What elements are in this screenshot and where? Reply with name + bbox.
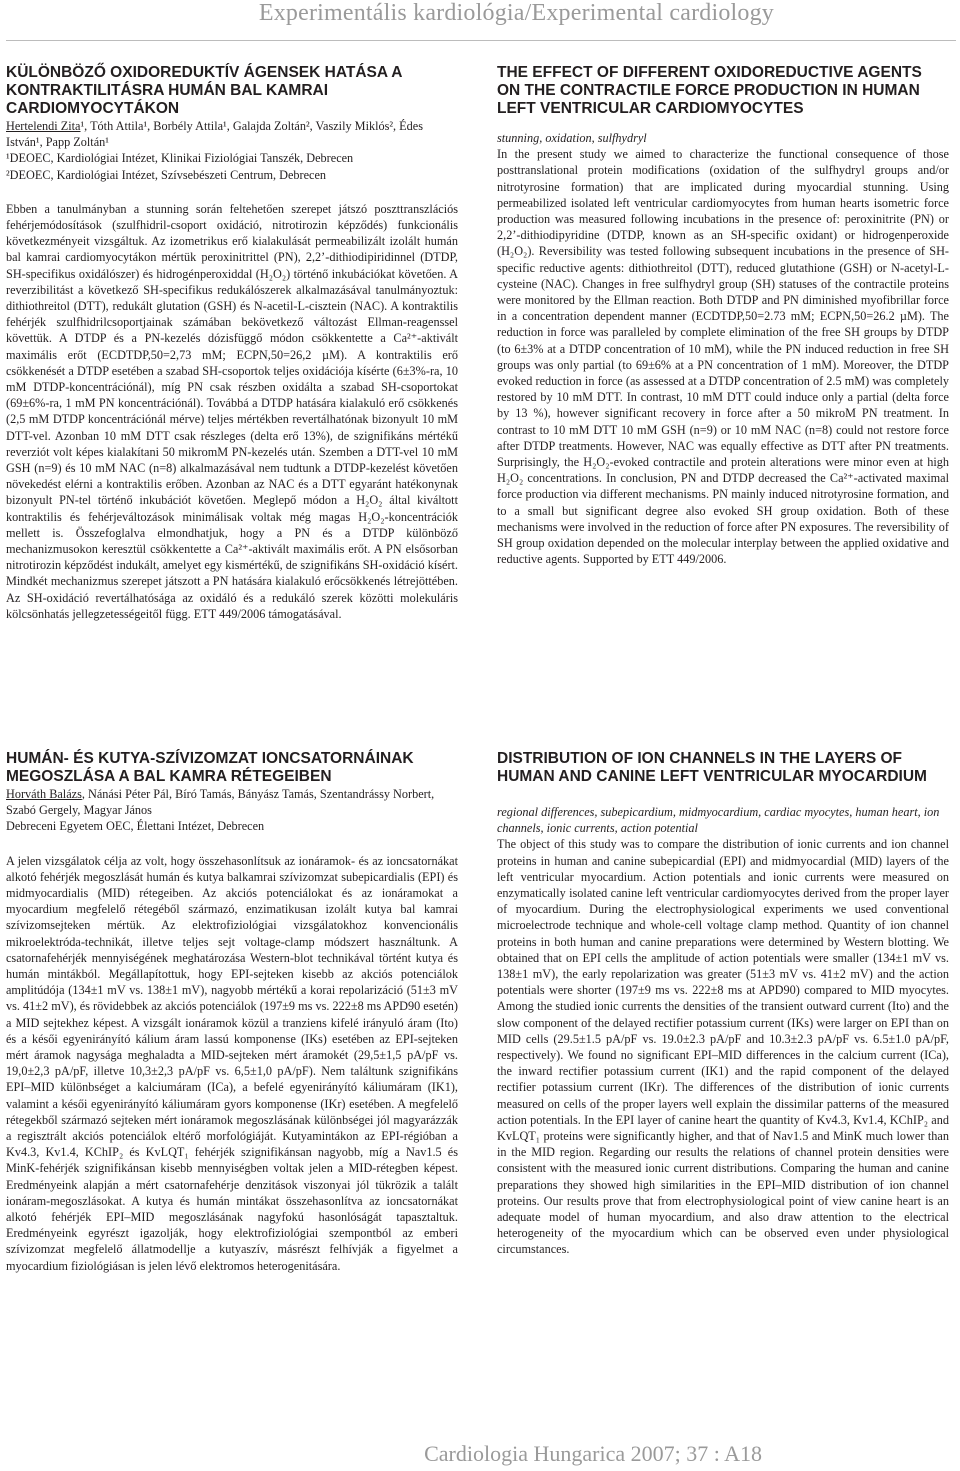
author-list <box>6 786 458 818</box>
abstract-body: A jelen vizsgálatok célja az volt, hogy összehasonlítsuk az ionáramok- és az ioncsatornákat alkotó fehérjék megoszlását humán és kutya balkamrai szívizomzat subepicardialis (EPI) és midmyocardialis (MID) rétegeiben. Az akciós potenciálokat és az ionáramokat a myocardium megfelelő rétegéből származó, enzimatikusan izolált kutya bal kamrai szívizomsejteken mértük. Az elektrofiziológiai vizsgálatokhoz konvencionális mikroelektróda-technikát, illetve teljes sejt voltage-clamp módszert használtunk. A csatornafehérjék mennyiségének meghatározása Western-blot technikával történt kutya és humán mintákból. Megállapítottuk, hogy EPI-sejteken kisebb az akciós potenciálok amplitúdója (134±1 mV vs. 138±1 mV), nagyobb mértékű a korai repolarizáció (51±3 mV vs. 41±2 mV), és rövidebbek az akciós potenciálok (197±9 ms vs. 222±8 ms APD90 esetén) a MID sejtekhez képest. A vizsgált ionáramok közül a tranziens kifelé irányuló áram (Ito) és a késői egyenirányító kálium áram lassú komponense (IKs) esetében az EPI-sejteken mért áramok nagysága meghaladta a MID-sejteken mért áramokét (29,5±1,5 pA/pF vs. 19,0±2,3 pA/pF, illetve 10,3±2,3 pA/pF vs. 6,5±1,0 pA/pF). Nem találtunk szignifikáns EPI–MID különbséget a kalciumáram (ICa), a befelé egyenirányító káliumáram (IK1), valamint a késői egyenirányító káliumáram gyors komponense (IKr) esetében. A megfelelő rétegekből származó sejteken mért ionáramok megoszlásának különbségei jól magyarázzák a regisztrált akciós potenciálok eltérő morfológiáját. Kutyamintákon az EPI-régióban a Kv4.3, Kv1.4, KChIP₂ és KvLQT₁ fehérjék szignifikánsan nagyobb, míg a Nav1.5 és MinK-fehérjék szignifikánsan kisebb mennyiségben voltak jelen a MID-rétegben képest. Eredményeink alapján a mért csatornafehérje denzitások viszonyai jól tükrözik a talált ionáram-megoszlásokat. A kutya és humán mintákat összehasonlítva az ioncsatornákat alkotó fehérjék EPI–MID megoszlásának nagyfokú hasonlóságát tapasztaltuk. Eredményeink egyrészt igazolják, hogy elektrofiziológiai szempontból az emberi szívizomzat megfelelő állatmodellje a kutyaszív, másrészt felhívják a figyelmet a myocardium fiziológiásan is jelen lévő elektromos heterogenitására. <box>6 853 458 1273</box>
abstract-en-1 <box>497 64 949 567</box>
abstract-title: THE EFFECT OF DIFFERENT OXIDOREDUCTIVE AGENTS ON THE CONTRACTILE FORCE PRODUCTION IN HUMAN LEFT VENTRICULAR CARDIOMYOCYTES <box>497 64 922 117</box>
abstract-en-2 <box>497 750 949 1258</box>
author-list <box>6 118 458 150</box>
keywords: regional differences, subepicardium, midmyocardium, cardiac myocytes, human heart, ion channels, ionic currents, action potential <box>497 805 940 836</box>
abstract-hu-2 <box>6 750 458 1274</box>
abstract-body: Ebben a tanulmányban a stunning során feltehetően szerepet játszó poszttranszlációs fehérjemódosítások (szulfhidril-csoport oxidáció, nitrotirozin képződés) funkcionális következményeit vizsgáltuk. Az izometrikus erő kialakulását permeabilizált izolált humán bal kamrai cardiomyocytákon mértük peroxinitrittel (PN), 2,2’-dithiodipiridinnel (DTDP, SH-specifikus oxidálószer) és hidrogénperoxiddal (H₂O₂) történő inkubációkat követően. A reverzibilitást a következő SH-specifikus redukálószerek alkalmazásával tanulmányoztuk: dithiothreitol (DTT), redukált glutation (GSH) és N-acetil-L-cisztein (NAC). A kontraktilis fehérjék szulfhidrilcsoportjainak számában bekövetkező változást Ellman-reagenssel követtük. A DTDP és a PN-kezelés dózisfüggő módon csökkentette a Ca²⁺-aktivált maximális erőt (ECDTDP,50=2,73 mM; ECPN,50=26,2 µM). A kontraktilis erő csökkenését a DTDP esetében a szabad SH-csoportok teljes oxidációja kísérte (6±3%-ra, 10 mM DTDP-koncentrációnál), míg PN csak részben oxidálta a szabad SH-csoportokat (69±6%-ra, 1 mM PN koncentrációnál). Továbbá a DTDP hatására kialakuló erő csökkenés (2,5 mM DTDP koncentrációnál mérve) teljes mértékben revertálhatónak bizonyult 10 mM DTT-vel. Azonban 10 mM DTT csak részleges (delta erő 13%), de szignifikáns mértékű reverziót volt képes kialakítani 50 mikromM PN-kezelés után. Szemben a DTT-vel 10 mM GSH (n=9) és 10 mM NAC (n=8) alkalmazásával nem tudtunk a DTDP-kezelést követően növekedést elérni a kontraktilis erőben. Azonban az NAC és a DTT egyaránt hatékonynak bizonyult PN-tel történő inkubációt követően. Meglepő módon a H₂O₂ által kiváltott kontraktilis és fehérjeváltozások minimálisak voltak még magas H₂O₂-koncentrációk mellett is. Összefoglalva elmondhatjuk, hogy a PN és a DTDP különböző mechanizmusokon keresztül csökkentette a Ca²⁺-aktivált maximális erőt. A PN elsősorban nitrotirozin képződést indukált, amelyet egy kismértékű, de szignifikáns SH-oxidáció kísért. Mindkét mechanizmus szerepet játszott a PN hatására kialakuló erőcsökkenés létrejöttében. Az SH-oxidáció revertálhatósága az oxidáló és a redukáló szerek közötti molekuláris kölcsönhatás jellegzetességeitől függ. ETT 449/2006 támogatásával. <box>6 201 458 621</box>
affiliation-1: ¹DEOEC, Kardiológiai Intézet, Klinikai Fiziológiai Tanszék, Debrecen <box>6 151 354 166</box>
running-title: Experimentális kardiológia/Experimental cardiology <box>258 0 774 26</box>
keywords: stunning, oxidation, sulfhydryl <box>497 131 647 145</box>
abstract-title: DISTRIBUTION OF ION CHANNELS IN THE LAYERS OF HUMAN AND CANINE LEFT VENTRICULAR MYOCARDIUM <box>497 750 927 785</box>
footer-citation: Cardiologia Hungarica 2007; 37 : A18 <box>424 1441 762 1466</box>
affiliation-2: ²DEOEC, Kardiológiai Intézet, Szívsebészeti Centrum, Debrecen <box>6 167 327 182</box>
abstract-title: HUMÁN- ÉS KUTYA-SZÍVIZOMZAT IONCSATORNÁINAK MEGOSZLÁSA A BAL KAMRA RÉTEGEIBEN <box>6 750 414 785</box>
presenting-author: Horváth Balázs <box>6 787 82 801</box>
co-authors: ¹, Tóth Attila¹, Borbély Attila¹, Galajda Zoltán², Vaszily Miklós², Édes István¹, Papp Zoltán¹ <box>6 119 423 150</box>
abstract-title: KÜLÖNBÖZŐ OXIDOREDUKTÍV ÁGENSEK HATÁSA A KONTRAKTILITÁSRA HUMÁN BAL KAMRAI CARDIOMYOCYTÁKON <box>6 64 402 117</box>
co-authors: , Nánási Péter Pál, Bíró Tamás, Bányász Tamás, Szentandrássy Norbert, Szabó Gergely, Magyar János <box>6 787 435 818</box>
presenting-author: Hertelendi Zita <box>6 119 81 133</box>
abstract-body: The object of this study was to compare the distribution of ionic currents and ion channel proteins in human and canine subepicardial (EPI) and midmyocardial (MID) layers of the left ventricular myocardium. Action potentials and ionic currents were measured on enzymatically isolated canine left ventricular cardiomyocytes derived from the proper layer of myocardium. During the electrophysiological experiments we used conventional microelectrode technique and whole-cell voltage clamp method. Quantity of ion channel proteins in both human and canine preparations were determined by Western blotting. We obtained that on EPI cells the amplitude of action potentials were smaller (134±1 mV vs. 138±1 mV), the early repolarization was greater (51±3 mV vs. 41±2 mV) and the action potentials were shorter (197±9 ms vs. 222±8 ms at APD90) compared to MID myocytes. Among the studied ionic currents the densities of the transient outward current (Ito) and the slow component of the delayed rectifier potassium current (IKs) were larger on EPI than on MID cells (29.5±1.5 pA/pF vs. 19.0±2.3 pA/pF and 10.3±2.3 pA/pF vs. 6.5±1.0 pA/pF, respectively). We found no significant EPI–MID differences in the calcium current (ICa), the inward rectifier potassium current (IK1) and the rapid component of the delayed rectifier potassium current (IKr). The differences of the distribution of ionic currents measured on cells of the proper layers well explain the dissimilar patterns of the measured action potentials. In the EPI layer of canine heart the quantity of Kv4.3, Kv1.4, KChIP₂ and KvLQT₁ proteins were significantly higher, and that of Nav1.5 and MinK much lower than in the MID region. Regarding our results the relations of channel protein densities were consistent with the measured ionic current distributions. Comparing the human and canine preparations they showed high similarities in the EPI–MID distribution of ion channel proteins. Our results prove that from electrophysiological point of view canine heart is an adequate model of human myocardium, and also draw attention to the electrical heterogeneity of the myocardium which can be observed even under physiological circumstances. <box>497 837 949 1257</box>
abstract-body: In the present study we aimed to characterize the functional consequence of those posttranslational protein modifications (oxidation of the sulfhydryl groups and/or nitrotyrosine formation) that are implicated during myocardial stunning. Using permeabilized isolated left ventricular cardiomyocytes from human hearts isometric force production was measured following incubations in the presence of: peroxinitrite (PN) or 2,2’-dithiodipyridine (DTDP, known as an SH-specific oxidant) or hidrogenperoxide (H₂O₂). Reversibility was tested following subsequent incubations in the presence of SH-specific reductive agents: dithiothreitol (DTT), reduced glutathione (GSH) or N-acetyl-L-cysteine (NAC). Changes in free sulfhydryl group (SH) statuses of the contractile proteins were monitored by the Ellman reaction. Both DTDP and PN diminished myofibrillar force in a concentration dependent manner (ECDTDP,50=2.73 mM; ECPN,50=26.2 µM). The reduction in force was paralleled by complete elimination of the free SH groups by DTDP (to 6±3% at a DTDP concentration of 10 mM), while the PN induced reduction in free SH groups was only partial (to 69±6% at a PN concentration of 1 mM). Moreover, the DTDP evoked reduction in force (as assessed at a DTDP concentration of 2.5 mM) was completely restored by 10 mM DTT. In contrast, 10 mM DTT could induce only a partial (delta force by 13 %), however significant recovery in force after a 50 mikroM PN treatment. In contrast to 10 mM DTT 10 mM GSH (n=9) or 10 mM NAC (n=8) could not restore force after DTDP treatments. However, NAC was equally effective as DTT after PN treatments. Surprisingly, the H₂O₂-evoked contractile and protein alterations were minor even at high H₂O₂ concentrations. In conclusion, PN and DTDP decreased the Ca²⁺-activated maximal force production via different mechanisms. PN mainly induced nitrotyrosine formation, and to a small but significant degree also evoked SH group oxidation. Both of these mechanisms were involved in the reduction of force after PN exposures. The reversibility of SH group oxidation depended on the molecular interplay between the applied oxidative and reductive agents. Supported by ETT 449/2006. <box>497 147 949 567</box>
abstract-hu-1 <box>6 64 458 622</box>
affiliation: Debreceni Egyetem OEC, Élettani Intézet, Debrecen <box>6 819 265 834</box>
header-rule <box>6 40 956 41</box>
